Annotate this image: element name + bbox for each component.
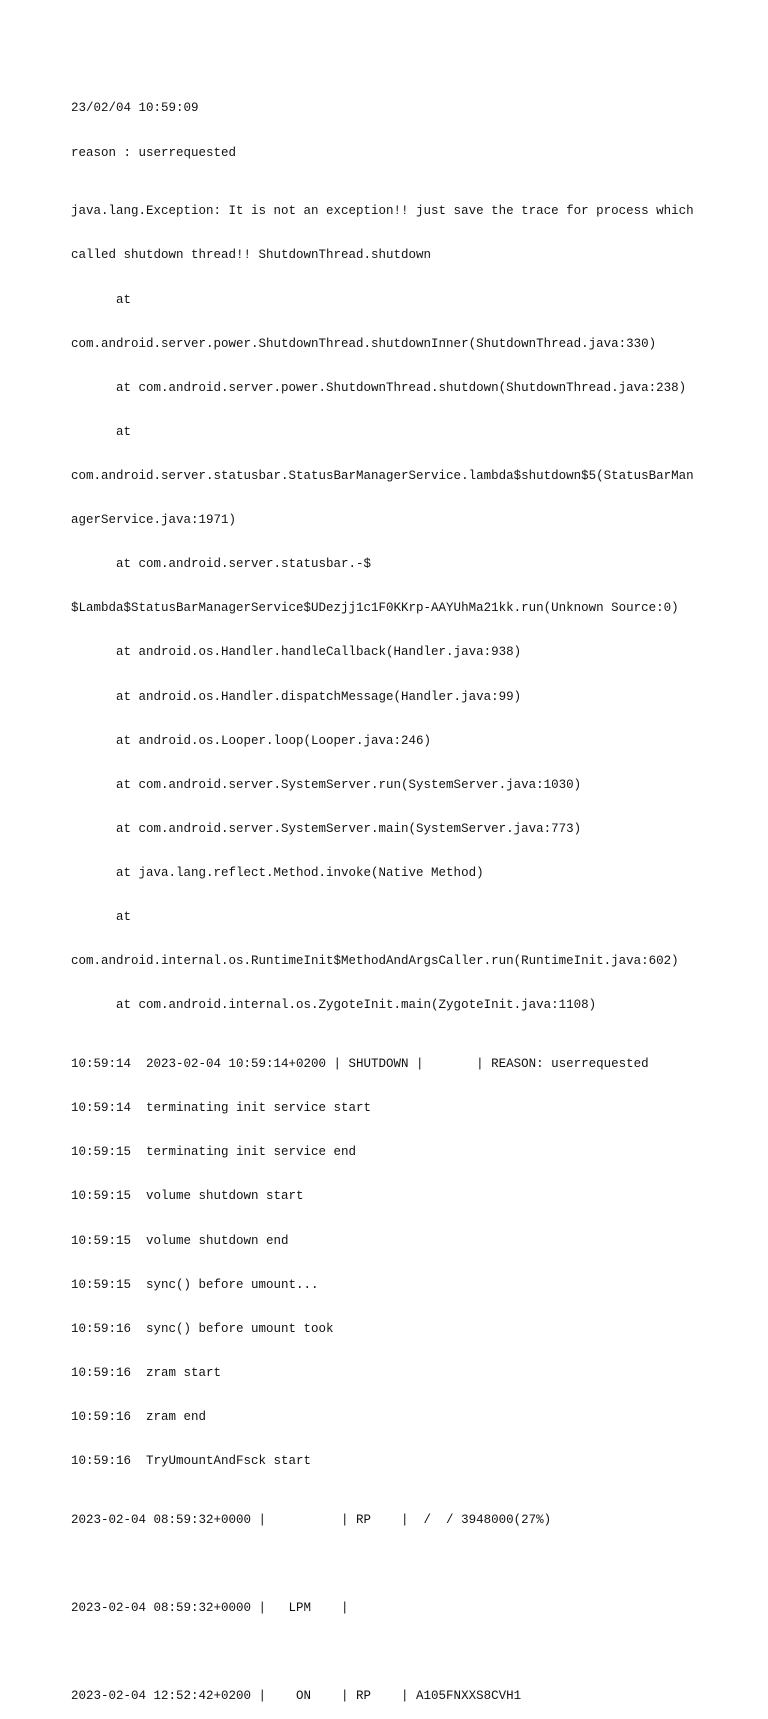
shutdown-event-line: 10:59:15 terminating init service end bbox=[71, 1145, 357, 1160]
blank-line bbox=[71, 1645, 731, 1660]
stack-trace-line: at com.android.internal.os.ZygoteInit.main(ZygoteInit.java:1108) bbox=[71, 998, 597, 1013]
blank-line bbox=[71, 1557, 731, 1572]
shutdown-event-line: 10:59:14 terminating init service start bbox=[71, 1101, 372, 1116]
stack-trace-line: at android.os.Looper.loop(Looper.java:246) bbox=[71, 733, 432, 748]
shutdown-event-line: 10:59:15 sync() before umount... bbox=[71, 1277, 319, 1292]
stack-trace-line: com.android.internal.os.RuntimeInit$MethodAndArgsCaller.run(RuntimeInit.java:602) bbox=[71, 954, 679, 969]
shutdown-event-line: 10:59:16 zram start bbox=[71, 1365, 222, 1380]
stack-trace-line: at bbox=[71, 292, 132, 307]
status-row: 2023-02-04 12:52:42+0200 | ON | RP | A105FNXXS8CVH1 bbox=[71, 1689, 522, 1704]
status-row: 2023-02-04 08:59:32+0000 | | RP | / / 3948000(27%) bbox=[71, 1512, 552, 1527]
stack-trace-line: at java.lang.reflect.Method.invoke(Native Method) bbox=[71, 865, 484, 880]
stack-trace-line: at com.android.server.power.ShutdownThread.shutdown(ShutdownThread.java:238) bbox=[71, 380, 687, 395]
stack-trace-line: at bbox=[71, 910, 132, 925]
shutdown-event-line: 10:59:15 volume shutdown start bbox=[71, 1189, 304, 1204]
shutdown-event-line: 10:59:16 sync() before umount took bbox=[71, 1321, 334, 1336]
stack-trace-line: at com.android.server.SystemServer.main(SystemServer.java:773) bbox=[71, 821, 582, 836]
stack-trace-line: at bbox=[71, 424, 132, 439]
stack-trace-line: at com.android.server.SystemServer.run(SystemServer.java:1030) bbox=[71, 777, 582, 792]
stack-trace-line: com.android.server.statusbar.StatusBarManagerService.lambda$shutdown$5(StatusBarMan bbox=[71, 468, 694, 483]
stack-trace-line: at android.os.Handler.handleCallback(Handler.java:938) bbox=[71, 645, 522, 660]
exception-line: called shutdown thread!! ShutdownThread.shutdown bbox=[71, 248, 432, 263]
stack-trace-line: $Lambda$StatusBarManagerService$UDezjj1c1F0KKrp-AAYUhMa21kk.run(Unknown Source:0) bbox=[71, 601, 679, 616]
log-reason: reason : userrequested bbox=[71, 145, 237, 160]
stack-trace-line: at android.os.Handler.dispatchMessage(Handler.java:99) bbox=[71, 689, 522, 704]
exception-line: java.lang.Exception: It is not an exception!! just save the trace for process which bbox=[71, 204, 694, 219]
stack-trace-line: at com.android.server.statusbar.-$ bbox=[71, 557, 372, 572]
log-header-time: 23/02/04 10:59:09 bbox=[71, 101, 199, 116]
shutdown-event-line: 10:59:15 volume shutdown end bbox=[71, 1233, 289, 1248]
stack-trace-line: agerService.java:1971) bbox=[71, 513, 237, 528]
shutdown-log-document bbox=[71, 72, 731, 1719]
shutdown-event-line: 10:59:16 zram end bbox=[71, 1409, 207, 1424]
shutdown-event-line: 10:59:16 TryUmountAndFsck start bbox=[71, 1454, 312, 1469]
status-row: 2023-02-04 08:59:32+0000 | LPM | bbox=[71, 1601, 349, 1616]
stack-trace-line: com.android.server.power.ShutdownThread.shutdownInner(ShutdownThread.java:330) bbox=[71, 336, 657, 351]
shutdown-event-line: 10:59:14 2023-02-04 10:59:14+0200 | SHUTDOWN | | REASON: userrequested bbox=[71, 1057, 649, 1072]
